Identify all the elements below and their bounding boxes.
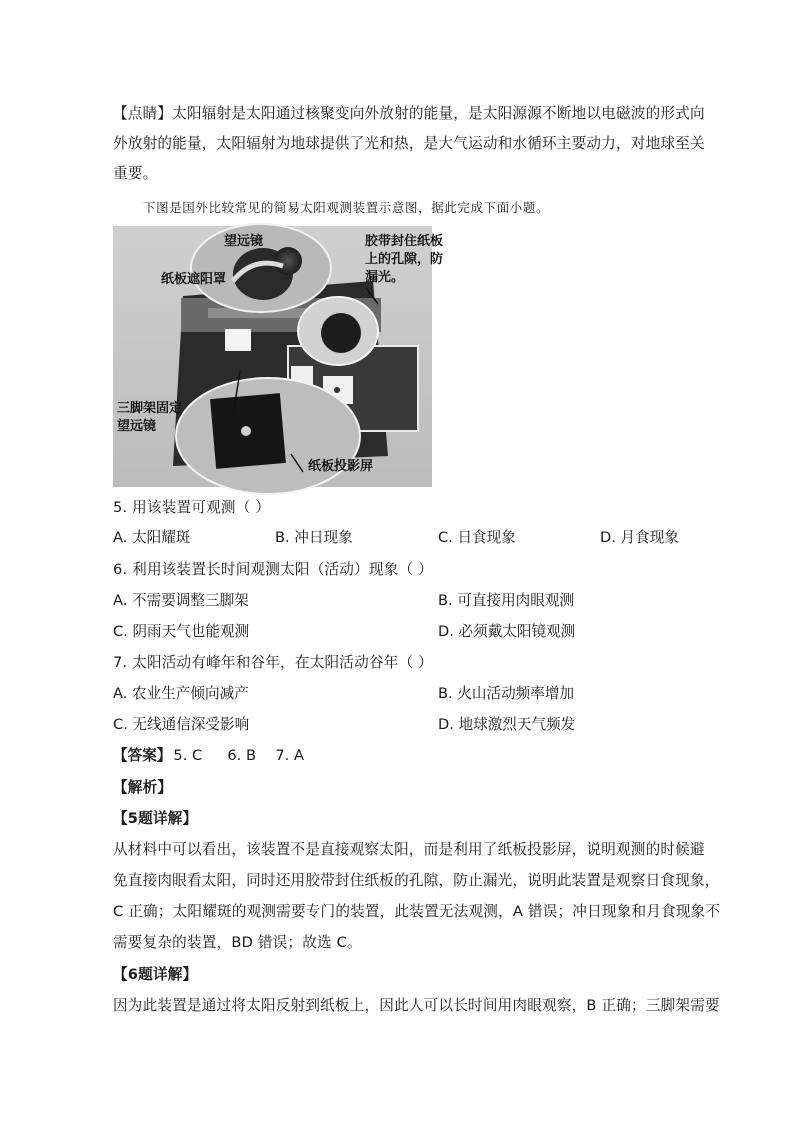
label-tape-line-1: 胶带封住纸板: [365, 234, 444, 249]
q7-option-c: C. 无线通信深受影响: [113, 716, 250, 733]
intro-line-3: 重要。: [113, 165, 158, 182]
answer-label: 【答案】: [113, 747, 172, 764]
answer-6: 6. B: [227, 747, 256, 764]
q6-option-a: A. 不需要调整三脚架: [113, 592, 249, 609]
label-tripod-line-1: 三脚架固定: [117, 401, 183, 416]
intro-line-2: 外放射的能量，太阳辐射为地球提供了光和热，是大气运动和水循环主要动力，对地球至关: [113, 135, 705, 152]
label-cardboard-shade: 纸板遮阳罩: [161, 272, 227, 287]
answer-7: 7. A: [275, 747, 304, 764]
detail-5-line-3: C 正确；太阳耀斑的观测需要专门的装置，此装置无法观测，A 错误；冲日现象和月食现象不: [113, 903, 721, 920]
detail-5-line-2: 免直接肉眼看太阳，同时还用胶带封住纸板的孔隙，防止漏光，说明此装置是观察日食现象，: [113, 872, 720, 889]
label-telescope: 望远镜: [224, 234, 264, 249]
detail-5-line-4: 需要复杂的装置，BD 错误；故选 C。: [113, 934, 362, 951]
question-5-stem: 5. 用该装置可观测（ ）: [113, 499, 271, 516]
q7-option-b: B. 火山活动频率增加: [438, 685, 575, 702]
question-6-stem: 6. 利用该装置长时间观测太阳（活动）现象（ ）: [113, 561, 433, 578]
detail-6-label: 【6题详解】: [113, 966, 198, 983]
intro-line-1: 【点睛】太阳辐射是太阳通过核聚变向外放射的能量，是太阳源源不断地以电磁波的形式向: [113, 105, 705, 122]
answer-5: 5. C: [173, 747, 203, 764]
q7-option-a: A. 农业生产倾向减产: [113, 685, 249, 702]
q5-option-a: A. 太阳耀斑: [113, 529, 191, 546]
q6-option-c: C. 阴雨天气也能观测: [113, 623, 250, 640]
q5-option-d: D. 月食现象: [600, 529, 679, 546]
q5-option-c: C. 日食现象: [438, 529, 516, 546]
q7-option-d: D. 地球激烈天气频发: [438, 716, 576, 733]
detail-5-label: 【5题详解】: [113, 810, 198, 827]
figure-caption: 下图是国外比较常见的简易太阳观测装置示意图，据此完成下面小题。: [143, 200, 550, 215]
q6-option-d: D. 必须戴太阳镜观测: [438, 623, 576, 640]
analysis-label: 【解析】: [113, 779, 173, 796]
label-tape-line-2: 上的孔隙，防: [365, 252, 444, 267]
q6-option-b: B. 可直接用肉眼观测: [438, 592, 575, 609]
label-tripod-line-2: 望远镜: [117, 419, 157, 434]
q5-option-b: B. 冲日现象: [275, 529, 353, 546]
label-projection-screen: 纸板投影屏: [308, 459, 374, 474]
detail-5-line-1: 从材料中可以看出，该装置不是直接观察太阳，而是利用了纸板投影屏，说明观测的时候避: [113, 841, 705, 858]
answer-row: [113, 746, 304, 766]
question-7-stem: 7. 太阳活动有峰年和谷年，在太阳活动谷年（ ）: [113, 654, 433, 671]
solar-observation-photo: [113, 226, 444, 487]
label-tape-line-3: 漏光。: [365, 270, 405, 285]
detail-6-line-1: 因为此装置是通过将太阳反射到纸板上，因此人可以长时间用肉眼观察，B 正确；三脚架需要: [113, 997, 720, 1014]
